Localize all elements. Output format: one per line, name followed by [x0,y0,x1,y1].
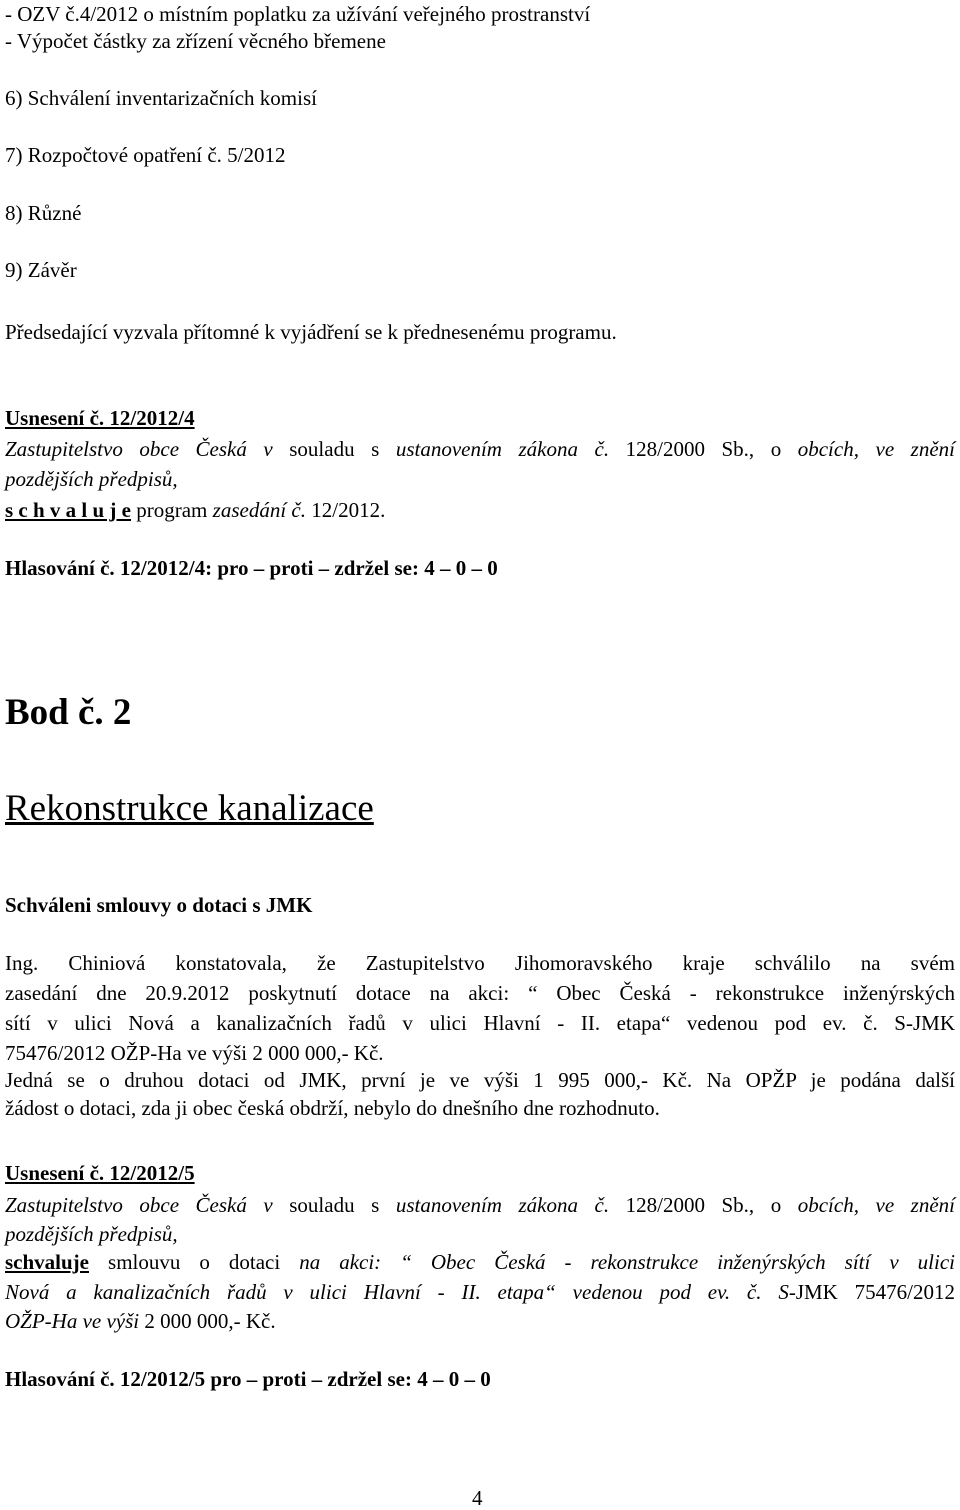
resolution-text-line [5,498,385,522]
resolution-text-line: pozdějších předpisů, [5,467,178,491]
vote-result: Hlasování č. 12/2012/4: pro – proti – zdržel se: 4 – 0 – 0 [5,556,498,580]
vote-result: Hlasování č. 12/2012/5 pro – proti – zdržel se: 4 – 0 – 0 [5,1367,491,1391]
page-number: 4 [472,1486,483,1510]
resolution-verb: s c h v a l u j e [5,498,131,522]
text-span: program [136,498,208,522]
list-item: - Výpočet částky za zřízení věcného břemene [5,29,386,53]
text-span: o [770,437,782,461]
text-span: Zastupitelstvo obce Česká v [5,1193,273,1217]
list-item: 6) Schválení inventarizačních komisí [5,86,317,110]
paragraph-line: žádost o dotaci, zda ji obec česká obdrží, nebylo do dnešního dne rozhodnuto. [5,1096,660,1120]
list-item: 8) Různé [5,201,82,225]
paragraph-line: sítí v ulici Nová a kanalizačních řadů v ulici Hlavní - II. etapa“ vedenou pod ev. č. S-JMK [5,1011,955,1035]
text-span: ustanovením zákona č. [395,437,610,461]
resolution-heading: Usnesení č. 12/2012/4 [5,406,195,430]
text-span: na akci: “ Obec Česká - rekonstrukce inženýrských sítí v ulici [299,1250,956,1274]
list-item: 9) Závěr [5,258,77,282]
intro-text: Předsedající vyzvala přítomné k vyjádření se k přednesenému programu. [5,320,617,344]
resolution-text-line [5,1309,276,1333]
text-span: 128/2000 Sb., [625,437,755,461]
text-span: souladu s [289,437,380,461]
text-span: obcích, ve znění [797,1193,955,1217]
text-span: 128/2000 Sb., [625,1193,755,1217]
text-span: zasedání č. [212,498,306,522]
text-span: ustanovením zákona č. [395,1193,610,1217]
section-number: Bod č. 2 [5,692,132,733]
resolution-text-line [5,1280,955,1304]
resolution-text-line [5,1193,955,1217]
paragraph-line: Jedná se o druhou dotaci od JMK, první je ve výši 1 995 000,- Kč. Na OPŽP je podána další [5,1068,955,1092]
text-span: Zastupitelstvo obce Česká v [5,437,273,461]
paragraph-line: 75476/2012 OŽP-Ha ve výši 2 000 000,- Kč. [5,1041,384,1065]
list-item: 7) Rozpočtové opatření č. 5/2012 [5,143,286,167]
paragraph-line: Ing. Chiniová konstatovala, že Zastupitelstvo Jihomoravského kraje schválilo na svém [5,951,955,975]
section-title: Rekonstrukce kanalizace [5,788,374,829]
list-item: - OZV č.4/2012 o místním poplatku za užívání veřejného prostranství [5,2,591,26]
paragraph-line: zasedání dne 20.9.2012 poskytnutí dotace na akci: “ Obec Česká - rekonstrukce inženýrských [5,981,955,1005]
text-span: smlouvu o dotaci [108,1250,281,1274]
resolution-text-line [5,437,955,461]
text-span: o [770,1193,782,1217]
resolution-text-line [5,1250,955,1274]
text-span: souladu s [289,1193,380,1217]
section-subtitle: Schváleni smlouvy o dotaci s JMK [5,893,313,917]
text-span: JMK 75476/2012 [795,1280,955,1304]
text-span: OŽP-Ha ve výši [5,1309,140,1333]
text-span: obcích, ve znění [797,437,955,461]
resolution-verb: schvaluje [5,1250,89,1274]
text-span: Nová a kanalizačních řadů v ulici Hlavní - II. etapa“ vedenou pod ev. č. S- [5,1280,796,1304]
text-span: 12/2012. [311,498,386,522]
resolution-heading: Usnesení č. 12/2012/5 [5,1161,195,1185]
text-span: 2 000 000,- Kč. [144,1309,276,1333]
resolution-text-line: pozdějších předpisů, [5,1222,178,1246]
